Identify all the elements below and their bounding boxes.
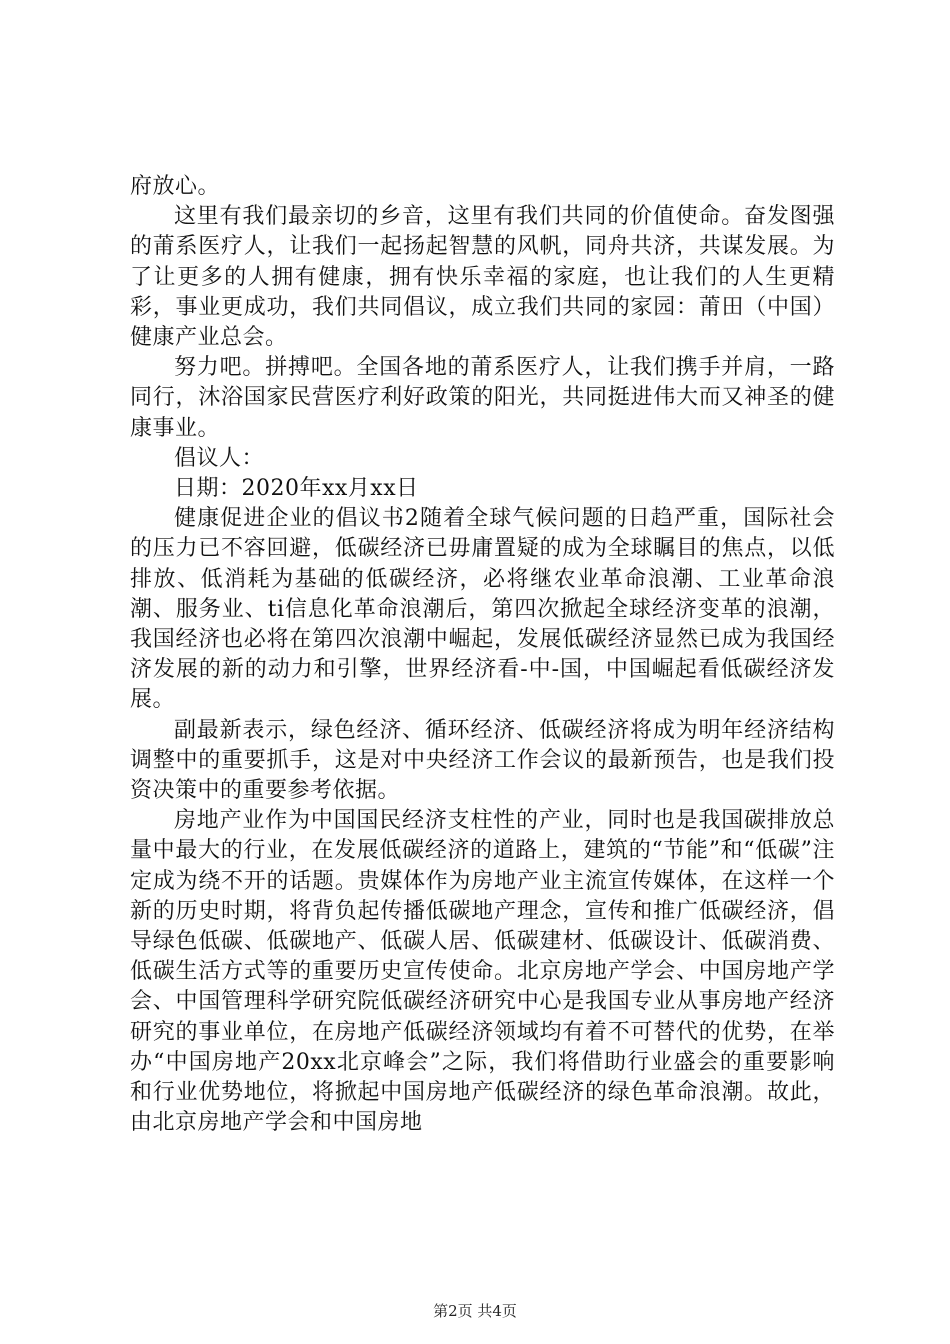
document-body	[130, 172, 835, 1139]
paragraph-green-economy: 副最新表示，绿色经济、循环经济、低碳经济将成为明年经济结构调整中的重要抓手，这是对中央经济工作会议的最新预告，也是我们投资决策中的重要参考依据。	[130, 717, 835, 804]
date-line: 日期：2020年xx月xx日	[174, 476, 419, 502]
paragraph-strive: 努力吧。拼搏吧。全国各地的莆系医疗人，让我们携手并肩，一路同行，沐浴国家民营医疗利好政策的阳光，共同挺进伟大而又神圣的健康事业。	[130, 355, 835, 441]
paragraph-continuation: 府放心。	[130, 174, 221, 199]
page-number-footer: 第2页 共4页	[433, 1302, 517, 1320]
paragraph-low-carbon-intro: 健康促进企业的倡议书2随着全球气候问题的日趋严重，国际社会的压力已不容回避，低碳经济已毋庸置疑的成为全球瞩目的焦点，以低排放、低消耗为基础的低碳经济，必将继农业革命浪潮、工业革命浪潮、服务业、ti信息化革命浪潮后，第四次掀起全球经济变革的浪潮，我国经济也必将在第四次浪潮中崛起，发展低碳经济显然已成为我国经济发展的新的动力和引擎，世界经济看-中-国，中国崛起看低碳经济发展。	[130, 506, 835, 713]
paragraph-real-estate: 房地产业作为中国国民经济支柱性的产业，同时也是我国碳排放总量中最大的行业，在发展低碳经济的道路上，建筑的“节能”和“低碳”注定成为绕不开的话题。贵媒体作为房地产业主流宣传媒体，在这样一个新的历史时期，将背负起传播低碳地产理念，宣传和推广低碳经济，倡导绿色低碳、低碳地产、低碳人居、低碳建材、低碳设计、低碳消费、低碳生活方式等的重要历史宣传使命。北京房地产学会、中国房地产学会、中国管理科学研究院低碳经济研究中心是我国专业从事房地产经济研究的事业单位，在房地产低碳经济领域均有着不可替代的优势，在举办“中国房地产20xx北京峰会”之际，我们将借助行业盛会的重要影响和行业优势地位，将掀起中国房地产低碳经济的绿色革命浪潮。故此，由北京房地产学会和中国房地	[130, 808, 835, 1136]
proposer-label: 倡议人：	[174, 445, 265, 471]
paragraph-hometown-mission: 这里有我们最亲切的乡音，这里有我们共同的价值使命。奋发图强的莆系医疗人，让我们一起扬起智慧的风帆，同舟共济，共谋发展。为了让更多的人拥有健康，拥有快乐幸福的家庭，也让我们的人生更精彩，事业更成功，我们共同倡议，成立我们共同的家园：莆田（中国）健康产业总会。	[130, 204, 835, 351]
